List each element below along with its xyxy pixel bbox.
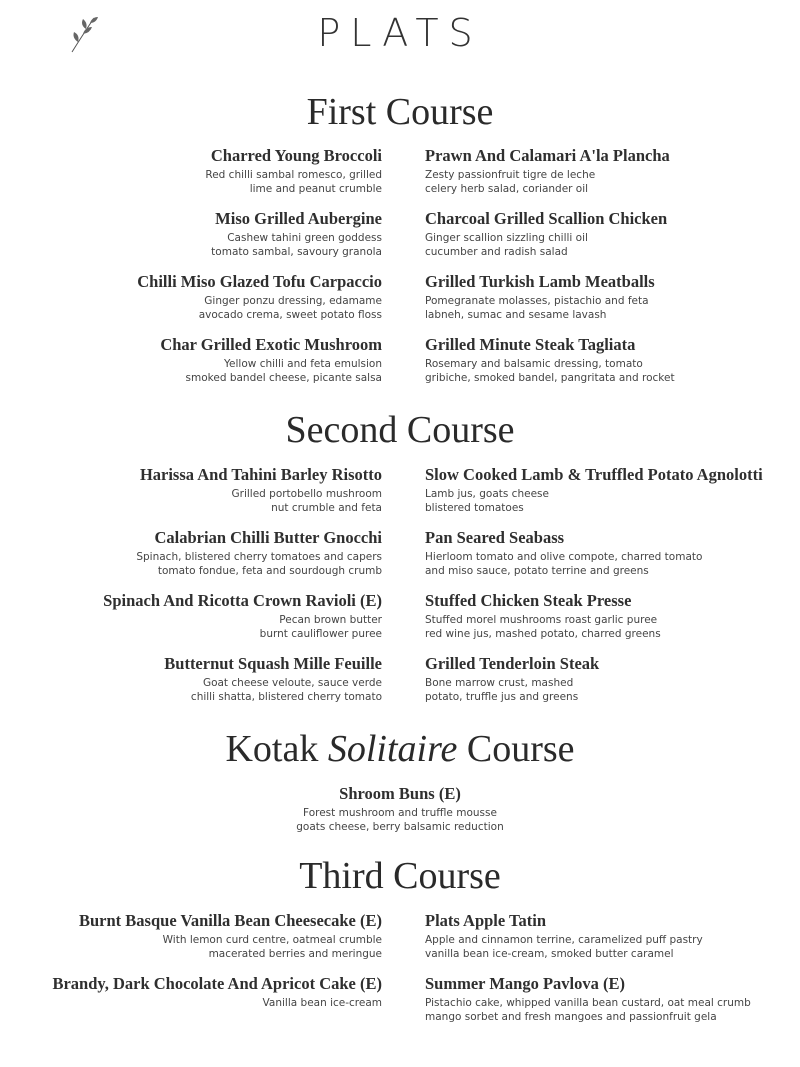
dish-item bbox=[425, 654, 599, 704]
dish-description: Red chilli sambal romesco, grilled lime and peanut crumble bbox=[205, 169, 382, 195]
dish-description: Rosemary and balsamic dressing, tomato gribiche, smoked bandel, pangritata and rocket bbox=[425, 358, 675, 384]
dish-item bbox=[425, 272, 655, 322]
dish-item bbox=[425, 465, 763, 515]
dish-item bbox=[52, 974, 382, 1010]
dish-name: Stuffed Chicken Steak Presse bbox=[425, 591, 632, 610]
dish-item bbox=[205, 146, 382, 196]
dish-item bbox=[137, 272, 382, 322]
first-course-title: First Course bbox=[306, 91, 494, 133]
dish-description: Forest mushroom and truffle mousse goats cheese, berry balsamic reduction bbox=[296, 807, 504, 833]
dish-name: Char Grilled Exotic Mushroom bbox=[160, 335, 382, 354]
dish-name: Grilled Tenderloin Steak bbox=[425, 654, 600, 673]
dish-name: Harissa And Tahini Barley Risotto bbox=[139, 465, 382, 484]
dish-description: Lamb jus, goats cheese blistered tomatoes bbox=[425, 488, 549, 514]
dish-name: Brandy, Dark Chocolate And Apricot Cake (E) bbox=[52, 974, 382, 993]
dish-name: Slow Cooked Lamb & Truffled Potato Agnolotti bbox=[425, 465, 763, 484]
dish-name: Chilli Miso Glazed Tofu Carpaccio bbox=[137, 272, 382, 291]
dish-description: Pistachio cake, whipped vanilla bean custard, oat meal crumb mango sorbet and fresh mangoes and passionfruit gela bbox=[425, 997, 751, 1023]
dish-item bbox=[164, 654, 382, 704]
dish-description: With lemon curd centre, oatmeal crumble macerated berries and meringue bbox=[162, 934, 382, 960]
dish-name: Shroom Buns (E) bbox=[339, 784, 461, 803]
dish-description: Apple and cinnamon terrine, caramelized puff pastry vanilla bean ice-cream, smoked butter caramel bbox=[425, 934, 703, 960]
solitaire-title-italic: Solitaire bbox=[327, 728, 458, 770]
dish-item bbox=[425, 146, 670, 196]
plats-logo bbox=[0, 8, 800, 58]
dish-item bbox=[136, 528, 382, 578]
solitaire-course-column bbox=[200, 784, 600, 834]
dish-name: Summer Mango Pavlova (E) bbox=[425, 974, 625, 993]
dish-item bbox=[425, 209, 667, 259]
dish-description: Spinach, blistered cherry tomatoes and capers tomato fondue, feta and sourdough crumb bbox=[136, 551, 382, 577]
dish-description: Zesty passionfruit tigre de leche celery herb salad, coriander oil bbox=[425, 169, 596, 195]
dish-item bbox=[425, 591, 661, 641]
dish-item bbox=[140, 465, 382, 515]
logo-text: PLATS bbox=[317, 11, 483, 55]
dish-item bbox=[211, 209, 382, 259]
dish-name: Plats Apple Tatin bbox=[425, 911, 547, 930]
dish-name: Charcoal Grilled Scallion Chicken bbox=[425, 209, 668, 228]
dish-description: Bone marrow crust, mashed potato, truffle jus and greens bbox=[425, 677, 579, 703]
dish-name: Pan Seared Seabass bbox=[425, 528, 565, 547]
dish-item bbox=[200, 784, 600, 834]
dish-description: Ginger scallion sizzling chilli oil cucumber and radish salad bbox=[425, 232, 588, 258]
dish-description: Vanilla bean ice-cream bbox=[262, 997, 382, 1009]
solitaire-course-title: Kotak Solitaire Course bbox=[225, 728, 575, 770]
dish-description: Grilled portobello mushroom nut crumble and feta bbox=[231, 488, 382, 514]
dish-description: Pomegranate molasses, pistachio and feta labneh, sumac and sesame lavash bbox=[425, 295, 649, 321]
dish-name: Grilled Turkish Lamb Meatballs bbox=[425, 272, 655, 291]
dish-item bbox=[425, 528, 702, 578]
dish-name: Prawn And Calamari A'la Plancha bbox=[425, 146, 670, 165]
dish-description: Yellow chilli and feta emulsion smoked bandel cheese, picante salsa bbox=[185, 358, 382, 384]
dish-description: Ginger ponzu dressing, edamame avocado crema, sweet potato floss bbox=[198, 295, 382, 321]
dish-name: Burnt Basque Vanilla Bean Cheesecake (E) bbox=[79, 911, 382, 930]
third-course-title: Third Course bbox=[299, 855, 501, 897]
dish-item bbox=[425, 974, 751, 1024]
dish-description: Hierloom tomato and olive compote, charred tomato and miso sauce, potato terrine and greens bbox=[425, 551, 703, 577]
dish-name: Grilled Minute Steak Tagliata bbox=[425, 335, 636, 354]
dish-description: Stuffed morel mushrooms roast garlic puree red wine jus, mashed potato, charred greens bbox=[425, 614, 661, 640]
leaf-sprig-icon bbox=[64, 12, 104, 56]
dish-description: Cashew tahini green goddess tomato sambal, savoury granola bbox=[211, 232, 382, 258]
dish-item bbox=[160, 335, 382, 385]
dish-name: Charred Young Broccoli bbox=[210, 146, 382, 165]
second-course-title: Second Course bbox=[285, 409, 515, 451]
dish-name: Miso Grilled Aubergine bbox=[215, 209, 382, 228]
dish-item bbox=[79, 911, 382, 961]
dish-item bbox=[425, 335, 675, 385]
dish-name: Spinach And Ricotta Crown Ravioli (E) bbox=[103, 591, 382, 610]
dish-item bbox=[425, 911, 703, 961]
dish-name: Calabrian Chilli Butter Gnocchi bbox=[154, 528, 382, 547]
dish-description: Goat cheese veloute, sauce verde chilli shatta, blistered cherry tomato bbox=[190, 677, 382, 703]
dish-description: Pecan brown butter burnt cauliflower puree bbox=[259, 614, 382, 640]
dish-item bbox=[103, 591, 382, 641]
dish-name: Butternut Squash Mille Feuille bbox=[164, 654, 382, 673]
